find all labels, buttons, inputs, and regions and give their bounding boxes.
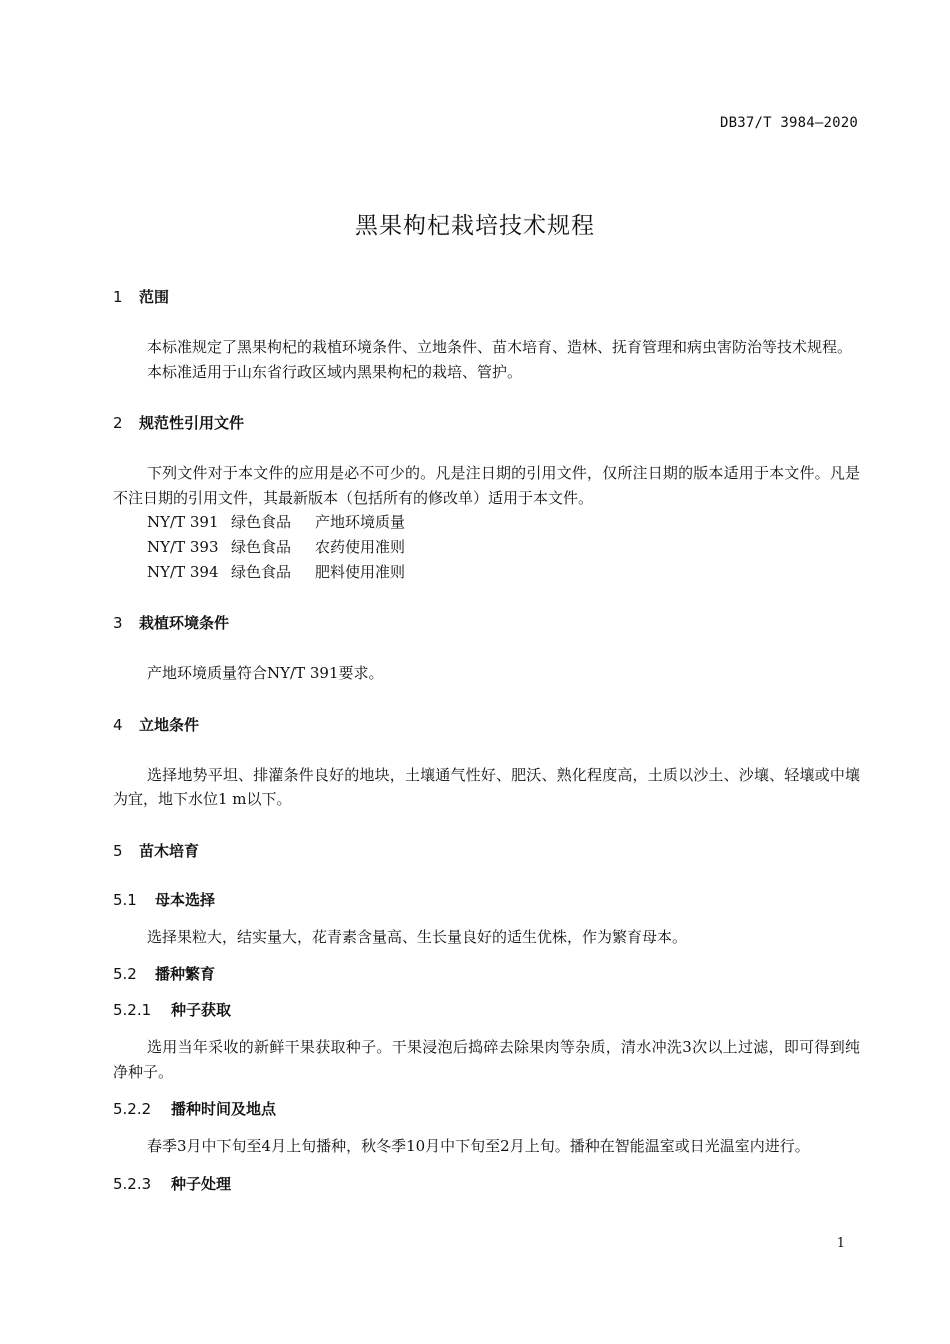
section-3-heading: 3 栽植环境条件 xyxy=(113,614,230,632)
document-number: DB37/T 3984—2020 xyxy=(719,115,858,131)
subsection-5-2-1-heading: 5.2.1 种子获取 xyxy=(113,1001,232,1019)
subsection-5-1-heading: 5.1 母本选择 xyxy=(113,890,216,909)
section-1-paragraph-2: 本标准适用于山东省行政区域内黑果枸杞的栽培、管护。 xyxy=(147,362,523,381)
section-5-heading: 5 苗木培育 xyxy=(113,841,200,860)
section-4-heading: 4 立地条件 xyxy=(113,715,200,734)
subsection-5-2-2-paragraph: 春季3月中下旬至4月上旬播种，秋冬季10月中下旬至2月上旬。播种在智能温室或日光温室内进行。 xyxy=(147,1137,810,1155)
page-number: 1 xyxy=(836,1236,845,1251)
subsection-5-1-paragraph: 选择果粒大，结实量大，花青素含量高、生长量良好的适生优株，作为繁育母本。 xyxy=(147,927,688,946)
document-title: 黑果枸杞栽培技术规程 xyxy=(355,213,595,239)
normative-reference: NY/T 393 绿色食品 农药使用准则 xyxy=(147,538,406,556)
subsection-5-2-3-heading: 5.2.3 种子处理 xyxy=(113,1174,232,1193)
section-4-paragraph-1: 选择地势平坦、排灌条件良好的地块，土壤通气性好、肥沃、熟化程度高，土质以沙土、沙壤、轻壤或中壤为宜，地下水位1 m以下。 xyxy=(113,765,860,808)
section-2-paragraph-1: 下列文件对于本文件的应用是必不可少的。凡是注日期的引用文件，仅所注日期的版本适用于本文件。凡是不注日期的引用文件，其最新版本（包括所有的修改单）适用于本文件。 xyxy=(113,464,860,507)
subsection-5-2-heading: 5.2 播种繁育 xyxy=(113,965,216,983)
section-1-heading: 1 范围 xyxy=(113,288,170,306)
document-body xyxy=(113,286,860,1195)
normative-reference: NY/T 391 绿色食品 产地环境质量 xyxy=(147,513,406,531)
section-1-paragraph-1: 本标准规定了黑果枸杞的栽植环境条件、立地条件、苗木培育、造林、抚育管理和病虫害防治等技术规程。 xyxy=(147,338,853,356)
section-2-heading: 2 规范性引用文件 xyxy=(113,414,245,432)
section-3-paragraph-1: 产地环境质量符合NY/T 391要求。 xyxy=(147,664,384,682)
subsection-5-2-2-heading: 5.2.2 播种时间及地点 xyxy=(113,1100,277,1118)
normative-reference: NY/T 394 绿色食品 肥料使用准则 xyxy=(147,563,406,581)
subsection-5-2-1-paragraph: 选用当年采收的新鲜干果获取种子。干果浸泡后捣碎去除果肉等杂质，清水冲洗3次以上过滤，即可得到纯净种子。 xyxy=(113,1038,860,1081)
